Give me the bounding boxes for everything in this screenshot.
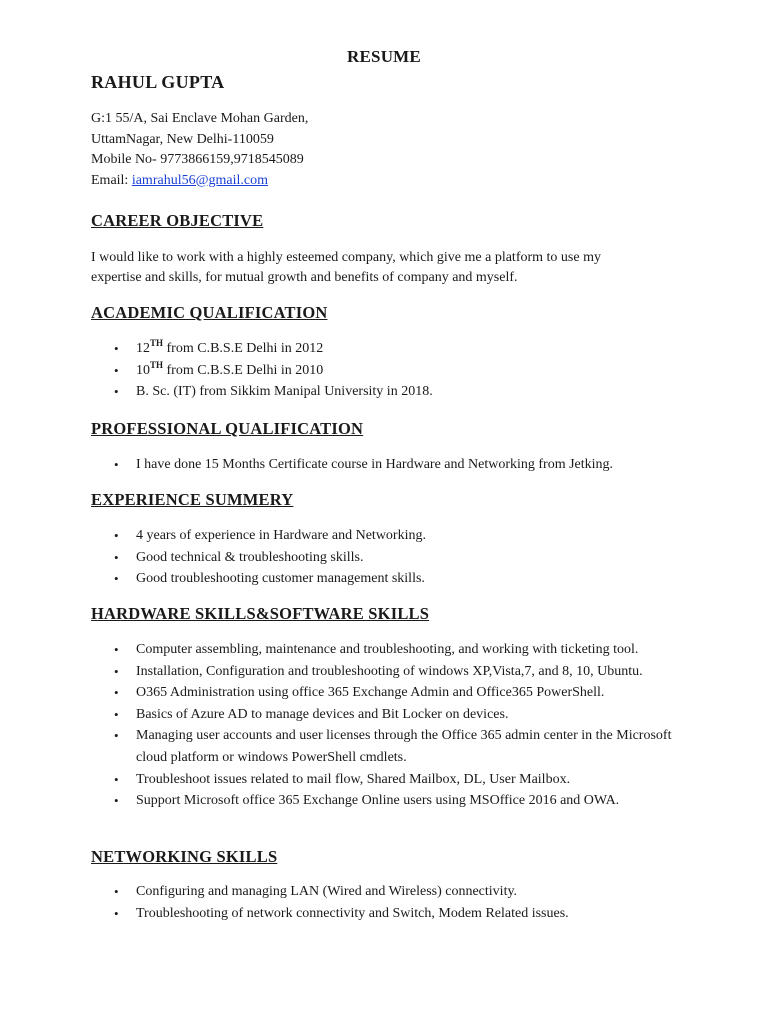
skills-list <box>91 639 691 812</box>
list-item <box>91 525 691 547</box>
skills-heading: HARDWARE SKILLS&SOFTWARE SKILLS <box>91 604 430 623</box>
item-text: I have done 15 Months Certificate course in Hardware and Networking from Jetking. <box>136 457 614 472</box>
bullet-icon: • <box>114 728 119 744</box>
grade-suffix: TH <box>150 338 164 348</box>
list-item <box>91 338 691 360</box>
bullet-icon: • <box>114 685 119 701</box>
list-item <box>91 639 691 661</box>
item-text: from C.B.S.E Delhi in 2010 <box>163 362 324 378</box>
grade: 12 <box>136 341 150 356</box>
bullet-icon: • <box>114 362 119 378</box>
mobile-number: Mobile No- 9773866159,9718545089 <box>91 152 304 167</box>
networking-list <box>91 881 691 924</box>
grade-suffix: TH <box>150 359 164 370</box>
email-line <box>91 171 308 192</box>
list-item <box>91 903 691 925</box>
email-label: Email: <box>91 172 132 188</box>
item-text: B. Sc. (IT) from Sikkim Manipal University in 2018. <box>136 384 433 400</box>
list-item <box>91 381 691 403</box>
list-item <box>91 682 691 704</box>
list-item <box>91 790 691 812</box>
email-link[interactable]: iamrahul56@gmail.com <box>131 172 268 188</box>
bullet-icon: • <box>114 341 119 356</box>
career-objective-heading: CAREER OBJECTIVE <box>91 211 264 230</box>
contact-block <box>91 109 308 191</box>
bullet-icon: • <box>114 528 119 543</box>
grade: 10 <box>136 362 150 378</box>
item-text: Troubleshooting of network connectivity and Switch, Modem Related issues. <box>136 905 569 921</box>
bullet-icon: • <box>114 571 119 587</box>
list-item <box>91 661 691 683</box>
bullet-icon: • <box>114 457 119 472</box>
bullet-icon: • <box>114 706 119 722</box>
list-item <box>91 454 691 476</box>
bullet-icon: • <box>114 384 119 400</box>
candidate-name: RAHUL GUPTA <box>91 72 225 92</box>
academic-heading: ACADEMIC QUALIFICATION <box>91 303 328 322</box>
list-item <box>91 547 691 569</box>
item-text: Good technical & troubleshooting skills. <box>136 549 364 565</box>
academic-list <box>91 338 691 403</box>
bullet-icon: • <box>114 884 119 899</box>
list-item <box>91 360 691 382</box>
item-text: O365 Administration using office 365 Exchange Admin and Office365 PowerShell. <box>136 685 605 701</box>
address-line-2: UttamNagar, New Delhi-110059 <box>91 131 274 147</box>
list-item <box>91 568 691 590</box>
list-item <box>91 769 691 791</box>
bullet-icon: • <box>114 771 119 787</box>
bullet-icon: • <box>114 663 119 679</box>
bullet-icon: • <box>114 793 119 809</box>
address-line-1: G:1 55/A, Sai Enclave Mohan Garden, <box>91 111 309 126</box>
item-text: 4 years of experience in Hardware and Networking. <box>136 528 426 543</box>
item-text: Good troubleshooting customer management skills. <box>136 571 425 587</box>
list-item <box>91 881 691 903</box>
bullet-icon: • <box>114 642 119 657</box>
item-text: Troubleshoot issues related to mail flow, Shared Mailbox, DL, User Mailbox. <box>136 771 571 787</box>
bullet-icon: • <box>114 905 119 921</box>
item-text: Configuring and managing LAN (Wired and Wireless) connectivity. <box>136 884 518 899</box>
item-text: Installation, Configuration and troubleshooting of windows XP,Vista,7, and 8, 10, Ubuntu. <box>136 663 643 679</box>
document-title: RESUME <box>347 47 421 66</box>
networking-heading: NETWORKING SKILLS <box>91 847 278 866</box>
item-text: Basics of Azure AD to manage devices and Bit Locker on devices. <box>136 706 509 722</box>
experience-heading: EXPERIENCE SUMMERY <box>91 490 294 509</box>
item-text: Support Microsoft office 365 Exchange Online users using MSOffice 2016 and OWA. <box>136 793 620 809</box>
bullet-icon: • <box>114 549 119 565</box>
item-text: Managing user accounts and user licenses through the Office 365 admin center in the Microsoft cloud platform or windows PowerShell cmdlets. <box>136 728 672 765</box>
item-text: from C.B.S.E Delhi in 2012 <box>163 341 324 356</box>
career-objective-text: I would like to work with a highly esteemed company, which give me a platform to use my expertise and skills, for mutual growth and benefits of company and myself. <box>91 250 601 285</box>
professional-heading: PROFESSIONAL QUALIFICATION <box>91 419 364 438</box>
list-item <box>91 725 691 768</box>
experience-list <box>91 525 691 590</box>
professional-list <box>91 454 691 476</box>
list-item <box>91 704 691 726</box>
item-text: Computer assembling, maintenance and troubleshooting, and working with ticketing tool. <box>136 642 639 657</box>
